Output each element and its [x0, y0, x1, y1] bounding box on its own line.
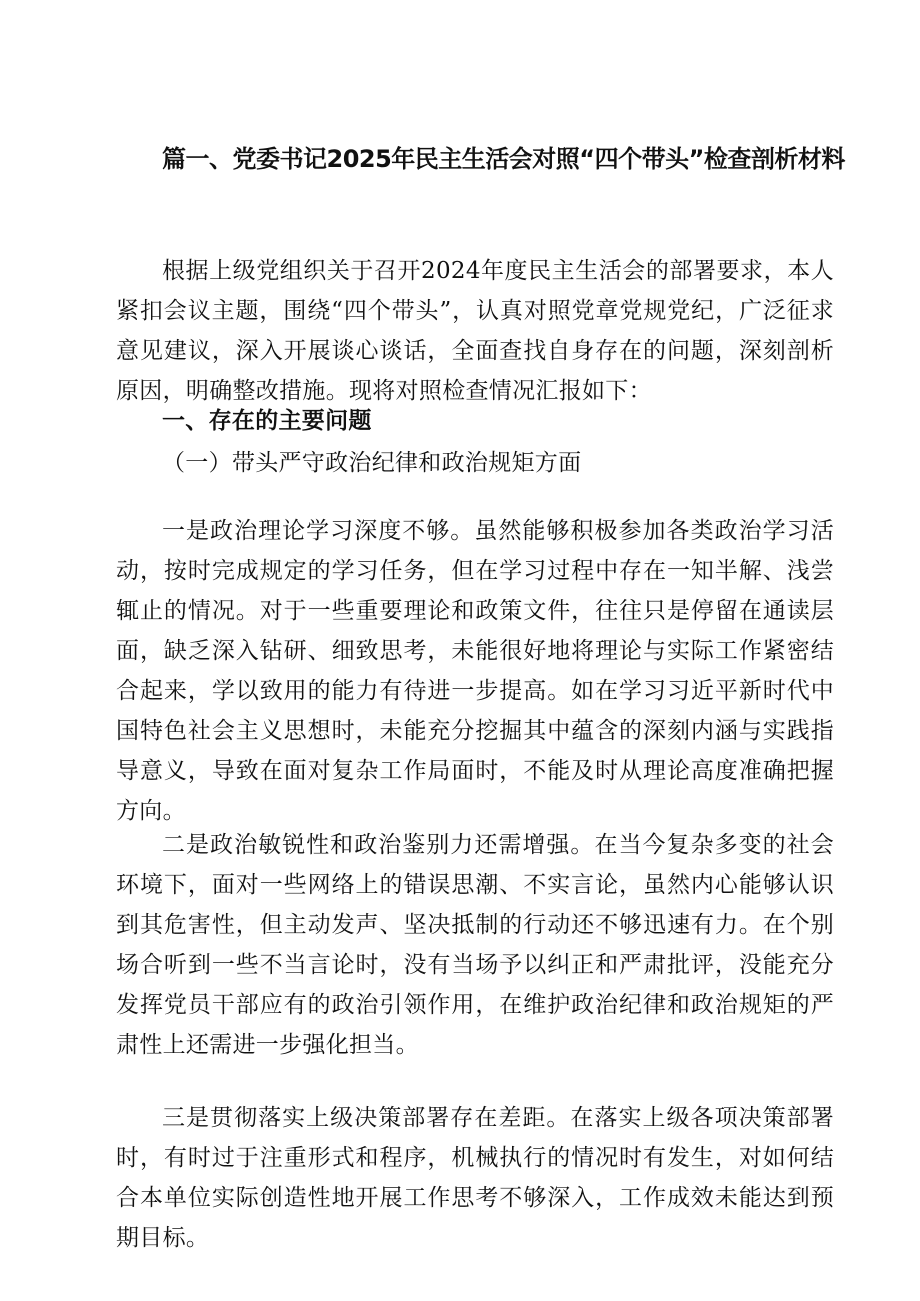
paragraph-1: 一是政治理论学习深度不够。虽然能够积极参加各类政治学习活动，按时完成规定的学习任务，但在学习过程中存在一知半解、浅尝辄止的情况。对于一些重要理论和政策文件，往往只是停留在通读层面，缺乏深入钻研、细致思考，未能很好地将理论与实际工作紧密结合起来，学以致用的能力有待进一步提高。如在学习习近平新时代中国特色社会主义思想时，未能充分挖掘其中蕴含的深刻内涵与实践指导意义，导致在面对复杂工作局面时，不能及时从理论高度准确把握方向。 [116, 518, 834, 824]
section-heading: 一、存在的主要问题 [162, 408, 372, 434]
intro-paragraph: 根据上级党组织关于召开2024年度民主生活会的部署要求，本人紧扣会议主题，围绕“四个带头”，认真对照党章党规党纪，广泛征求意见建议，深入开展谈心谈话，全面查找自身存在的问题，深刻剖析原因，明确整改措施。现将对照检查情况汇报如下： [116, 258, 834, 404]
paragraph-3: 三是贯彻落实上级决策部署存在差距。在落实上级各项决策部署时，有时过于注重形式和程序，机械执行的情况时有发生，对如何结合本单位实际创造性地开展工作思考不够深入，工作成效未能达到预期目标。 [116, 1105, 834, 1251]
paragraph-2: 二是政治敏锐性和政治鉴别力还需增强。在当今复杂多变的社会环境下，面对一些网络上的错误思潮、不实言论，虽然内心能够认识到其危害性，但主动发声、坚决抵制的行动还不够迅速有力。在个别场合听到一些不当言论时，没有当场予以纠正和严肃批评，没能充分发挥党员干部应有的政治引领作用，在维护政治纪律和政治规矩的严肃性上还需进一步强化担当。 [116, 832, 834, 1058]
document-title: 篇一、党委书记2025年民主生活会对照“四个带头”检查剖析材料 [162, 145, 845, 173]
subsection-heading: （一）带头严守政治纪律和政治规矩方面 [162, 450, 582, 476]
